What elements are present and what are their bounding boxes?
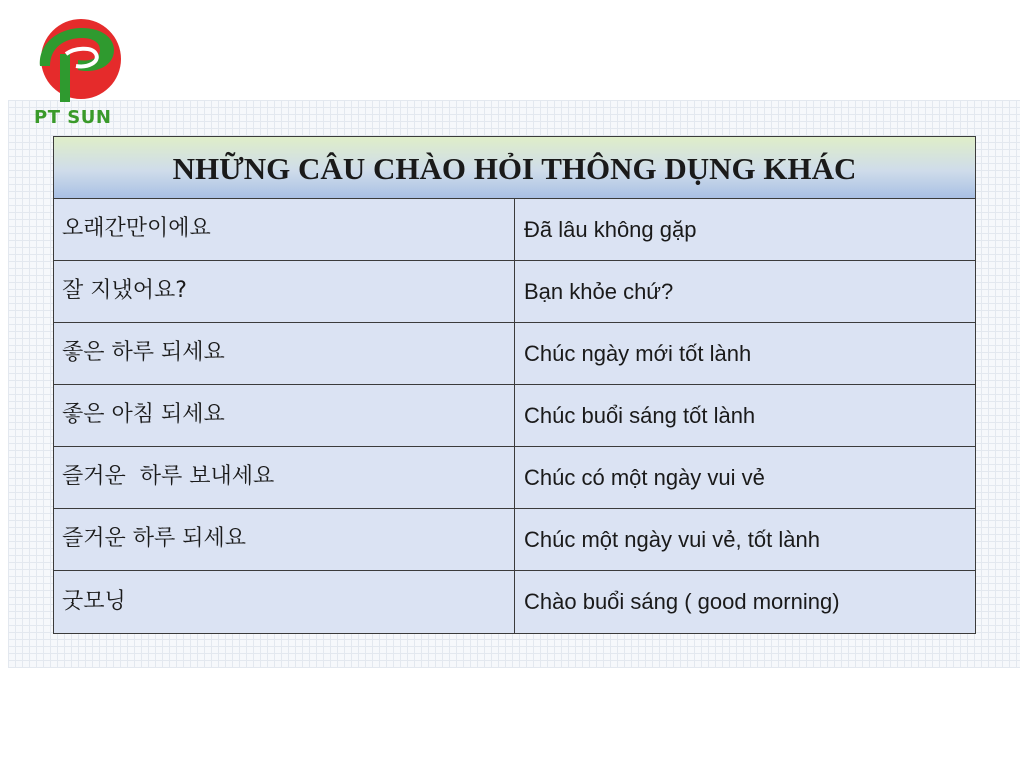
table-row [54, 385, 975, 447]
table-row [54, 199, 975, 261]
table-title: NHỮNG CÂU CHÀO HỎI THÔNG DỤNG KHÁC [172, 150, 857, 186]
greetings-table [53, 136, 976, 634]
vietnamese-translation-cell: Chúc có một ngày vui vẻ [524, 464, 765, 490]
korean-phrase-cell: 굿모닝 [54, 571, 515, 633]
logo-p-stem [60, 54, 70, 102]
vietnamese-translation-cell: Đã lâu không gặp [524, 216, 697, 242]
korean-phrase-cell: 즐거운 하루 보내세요 [54, 447, 515, 508]
table-row [54, 323, 975, 385]
vietnamese-translation-cell: Bạn khỏe chứ? [524, 278, 674, 304]
brand-name: PT SUN [34, 107, 112, 128]
vietnamese-translation-cell: Chúc một ngày vui vẻ, tốt lành [524, 526, 820, 552]
korean-phrase-cell: 즐거운 하루 되세요 [54, 509, 515, 570]
korean-phrase-cell: 좋은 하루 되세요 [54, 323, 515, 384]
logo-mark [30, 14, 130, 106]
table-row [54, 571, 975, 633]
table-header [54, 137, 975, 199]
vietnamese-translation-cell: Chào buổi sáng ( good morning) [524, 589, 840, 614]
korean-phrase-cell: 좋은 아침 되세요 [54, 385, 515, 446]
korean-phrase-cell: 잘 지냈어요? [54, 261, 515, 322]
vietnamese-translation-cell: Chúc ngày mới tốt lành [524, 340, 752, 366]
table-row [54, 509, 975, 571]
vietnamese-translation-cell: Chúc buổi sáng tốt lành [524, 402, 756, 428]
table-row [54, 447, 975, 509]
korean-phrase-cell: 오래간만이에요 [54, 199, 515, 260]
table-row [54, 261, 975, 323]
